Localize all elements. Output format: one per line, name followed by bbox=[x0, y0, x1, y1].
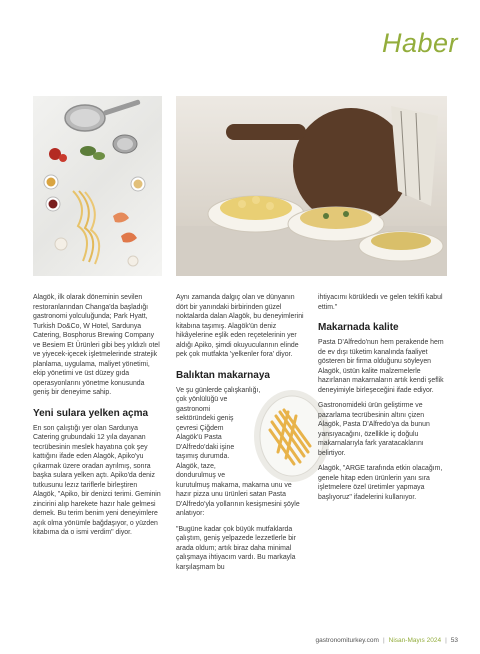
paragraph: Ve şu günlerde çalışkanlığı, çok yönlülüğü ve gastronomi sektöründeki geniş çevresi Çiğdem Alagök'ü Pasta D'Alfredo'daki işine taşımış durumda. Alagök, taze, dondurulmuş ve kurutulmuş makarna, makarna unu ve hazır pizza unu ürünleri satan Pasta D'Alfredo'yla yollarının kesişmesini şöyle anlatıyor: bbox=[176, 386, 300, 517]
footer-separator: | bbox=[382, 637, 385, 644]
pasta-illustration bbox=[176, 96, 447, 276]
paragraph: Gastronomideki ürün geliştirme ve pazarlama tecrübesinin altını çizen Alagök, Pasta D'Alfredo'ya da bunun yansıyacağını, özellikle iç doğulu makarnalarıyla fark yaratacaklarını belirtiyor. bbox=[318, 402, 430, 457]
paragraph: "Bugüne kadar çok büyük mutfaklarda çalıştım, geniş yelpazede lezzetlerle bir arada oldum; artık biraz daha minimal çalışmaya ihtiyacım vardı. Bu markayla karşılaşmam bu bbox=[176, 525, 296, 571]
article-column-3 bbox=[318, 293, 448, 504]
footer-issue: Nisan-Mayıs 2024 bbox=[388, 637, 442, 644]
paragraph: Aynı zamanda dalgıç olan ve dünyanın dört bir yanındaki birbirinden güzel noktalarda dalan Alagök, bu deneyimlerini kitabına taşımış. Alagök'ün deniz hikâyelerine eşlik eden reçetelerinin yer aldığı Apiko, şimdi okuyucularının elinde pek çok mutfakta 'yelkenler fora' diyor. bbox=[176, 294, 304, 358]
footer-site: gastronomiturkey.com bbox=[315, 637, 379, 644]
subheading: Balıktan makarnaya bbox=[176, 369, 270, 381]
article-column-1 bbox=[33, 293, 161, 540]
subheading: Yeni sulara yelken açma bbox=[33, 407, 149, 419]
section-title: Haber bbox=[381, 28, 458, 58]
paragraph: Alagök, "ARGE tarafında etkin olacağım, genele hitap eden ürünlerin yanı sıra işletmelere özel üretimler yapmaya başlıyoruz" ifadelerini kullanıyor. bbox=[318, 465, 443, 501]
page-number: 53 bbox=[450, 637, 458, 644]
ingredients-illustration bbox=[33, 96, 162, 276]
article-column-2 bbox=[176, 293, 306, 574]
page-footer bbox=[316, 637, 459, 644]
paragraph: ihtiyacımı körüklediı ve gelen teklifi kabul ettim." bbox=[318, 294, 443, 311]
footer-separator: | bbox=[445, 637, 447, 644]
paragraph: Pasta D'Alfredo'nun hem perakende hem de ev dışı tüketim kanalında faaliyet gösteren bir firma olduğunu söyleyen Alagök, üstün kalite malzemelerle hazırlanan makarnaların artık kendi şeflik deneyimiyle birleşeceğini ifade ediyor. bbox=[318, 339, 444, 394]
paragraph: En son çalıştığı yer olan Sardunya Catering grubundaki 12 yıla dayanan tecrübesinin meslek hayatına çok şey kattığını ifade eden Alagök, Apiko'yu çıkarmak üzere oradan ayrılmış, sonra başka sulara yelken açtı. Apiko'da deniz tutkusunu lezız tariflerle birleştiren Alagök, "Apiko, bir denizci terimi. Geminin zincirini alıp harekete hazır hale gelmesi demek. Bu terim benim yeni deneyimlere açık olma yönümle bağdaşıyor, o yüzden kitabıma da o ismi verdim" diyor. bbox=[33, 424, 161, 536]
paragraph: Alagök, ilk olarak döneminin sevilen restoranlarından Changa'da başladığı gastronomi yolculuğunda; Park Hyatt, Turkish Do&Co, W Hotel, Sardunya Catering, Bosphorus Brewing Company ve Besiem Et Ürünleri gibi beş yıldızlı otel ve yiyecek-içecek işletmelerinde stratejik planlama, uygulama, maliyet yönetimi, ekip yönetimi ve üst düzey gıda operasyonlarını yönetme konusunda geniş bir deneyime sahip. bbox=[33, 294, 160, 396]
pasta-plate-photo bbox=[248, 382, 324, 486]
ingredients-photo bbox=[33, 96, 162, 276]
subheading: Makarnada kalite bbox=[318, 322, 399, 333]
pasta-dishes-photo bbox=[176, 96, 447, 276]
